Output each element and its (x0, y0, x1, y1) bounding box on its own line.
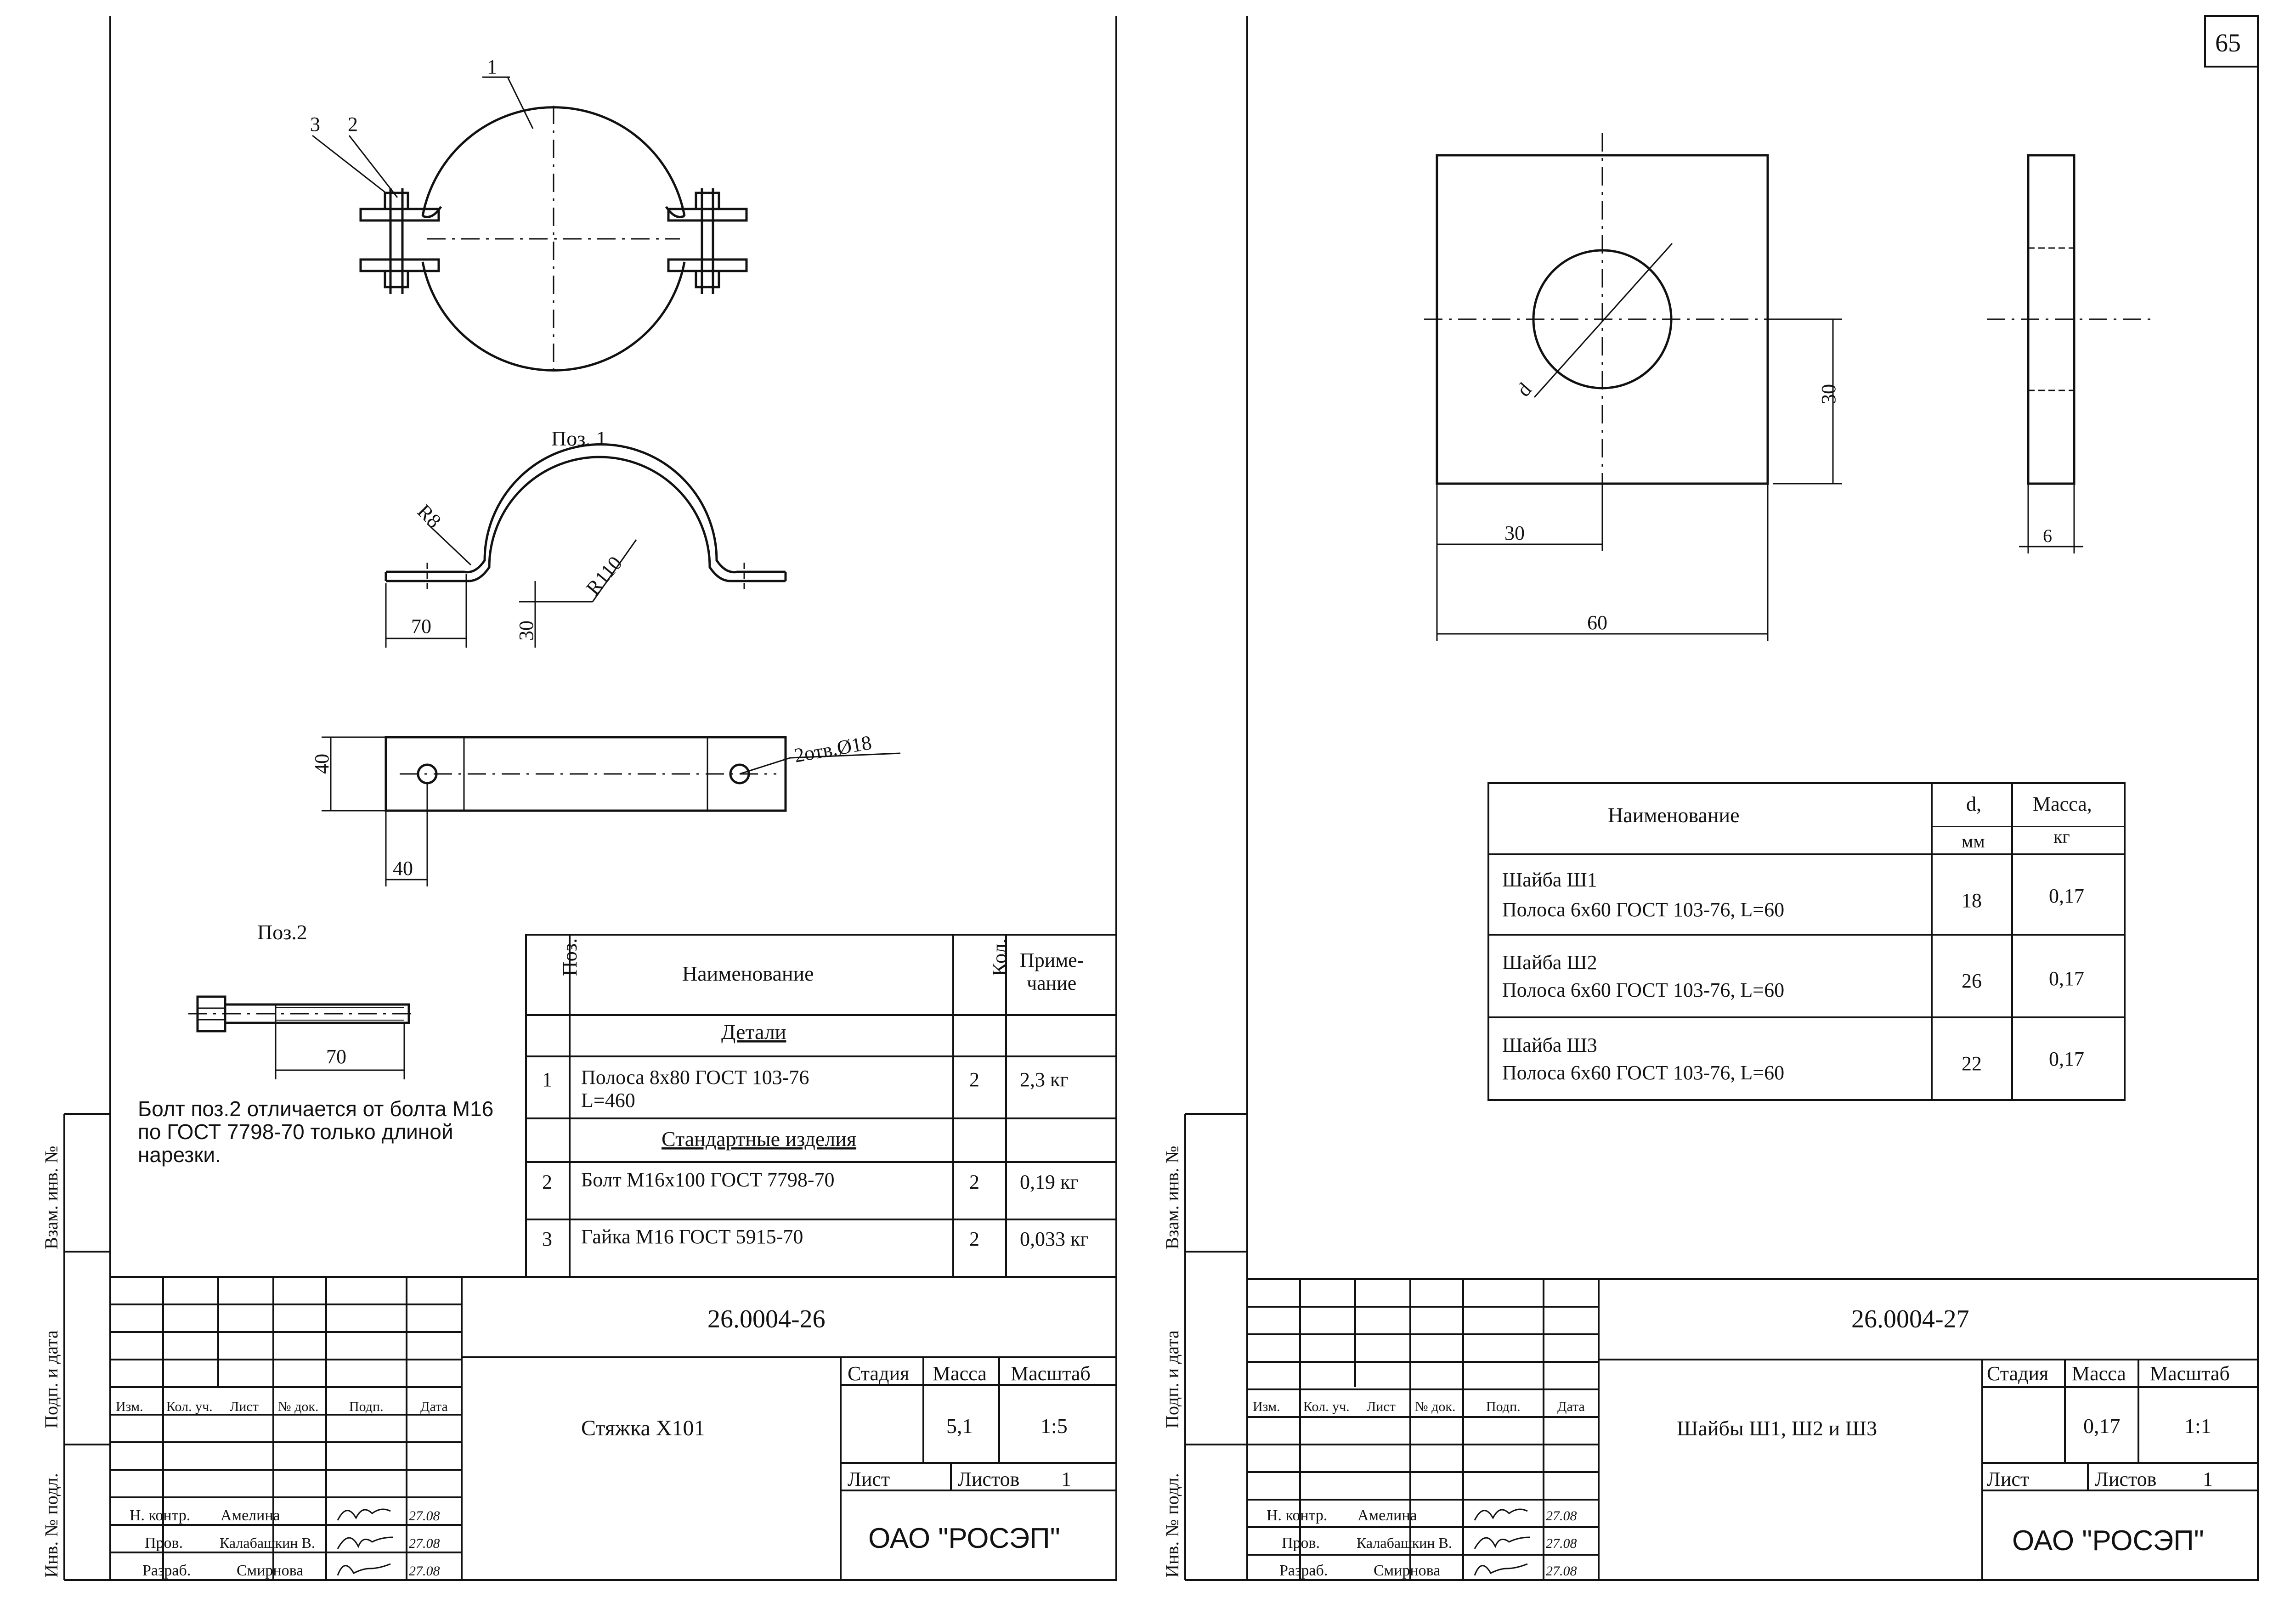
left-col-header-4: № док. (278, 1399, 319, 1414)
left-side-labels (41, 1146, 62, 1578)
wt-row-1-name: Шайба Ш1 (1502, 869, 1597, 891)
wt-row-2-name: Шайба Ш2 (1502, 951, 1597, 974)
right-sheets-label: Листов (2095, 1468, 2157, 1490)
left-role-1: Н. контр. (130, 1507, 191, 1524)
left-col-header-5: Подп. (349, 1399, 384, 1414)
right-col-header-4: № док. (1415, 1399, 1456, 1414)
right-col-header-3: Лист (1367, 1399, 1396, 1414)
dim-30-horizontal: 30 (1504, 522, 1525, 544)
left-col-header-1: Изм. (116, 1399, 143, 1414)
right-role-2-name: Калабашкин В. (1357, 1535, 1452, 1551)
right-side-labels (1162, 1146, 1182, 1578)
spec-header-qty: Кол. (988, 938, 1011, 976)
dim-r8: R8 (413, 500, 446, 533)
spec-row-3-name: Гайка М16 ГОСТ 5915-70 (581, 1225, 803, 1248)
right-mass-value: 0,17 (2083, 1414, 2121, 1438)
right-role-1-name: Амелина (1357, 1507, 1417, 1524)
wt-header-name: Наименование (1608, 803, 1740, 827)
right-side-label-2: Подп. и дата (1162, 1330, 1182, 1428)
right-doc-title: Шайбы Ш1, Ш2 и Ш3 (1677, 1416, 1878, 1440)
right-stage-label: Стадия (1987, 1362, 2049, 1385)
spec-row-3-qty: 2 (969, 1228, 979, 1250)
right-role-3-name: Смирнова (1374, 1562, 1441, 1579)
wt-row-3-mass: 0,17 (2049, 1048, 2084, 1070)
spec-row-3-note: 0,033 кг (1020, 1228, 1089, 1250)
dim-70-bolt: 70 (326, 1045, 346, 1068)
callout-1: 1 (487, 56, 497, 78)
wt-row-2-material: Полоса 6х60 ГОСТ 103-76, L=60 (1502, 979, 1785, 1001)
dim-6: 6 (2043, 525, 2052, 546)
right-organization: ОАО "РОСЭП" (2012, 1525, 2204, 1557)
right-col-header-2: Кол. уч. (1303, 1399, 1350, 1414)
right-sheets-value: 1 (2203, 1468, 2213, 1490)
right-role-2: Пров. (1282, 1535, 1320, 1552)
spec-header-note-2: чание (1027, 972, 1077, 994)
wt-header-d-unit: мм (1962, 831, 1985, 852)
left-sheets-value: 1 (1061, 1468, 1071, 1490)
left-mass-label: Масса (933, 1362, 987, 1385)
callout-3: 3 (310, 113, 320, 135)
left-col-header-3: Лист (230, 1399, 259, 1414)
page-number: 65 (2215, 29, 2241, 57)
right-role-1-date: 27.08 (1546, 1508, 1577, 1524)
dim-40-horizontal: 40 (393, 857, 413, 880)
dim-30-profile: 30 (515, 621, 537, 641)
left-role-3-name: Смирнова (237, 1562, 304, 1579)
spec-row-2-pos: 2 (542, 1171, 552, 1193)
spec-section-standard: Стандартные изделия (662, 1127, 857, 1151)
spec-header-note-1: Приме- (1020, 949, 1084, 971)
spec-row-1-qty: 2 (969, 1068, 979, 1091)
right-scale-label: Масштаб (2150, 1362, 2230, 1385)
right-col-header-1: Изм. (1253, 1399, 1280, 1414)
right-col-header-5: Подп. (1486, 1399, 1521, 1414)
spec-row-2-note: 0,19 кг (1020, 1171, 1079, 1193)
left-scale-value: 1:5 (1041, 1414, 1068, 1438)
left-col-header-2: Кол. уч. (166, 1399, 213, 1414)
left-role-3: Разраб. (142, 1562, 191, 1579)
wt-header-mass: Масса, (2033, 793, 2092, 815)
dim-d: d (1512, 378, 1536, 401)
left-role-3-date: 27.08 (409, 1563, 440, 1579)
wt-row-2-mass: 0,17 (2049, 967, 2084, 990)
spec-row-1-pos: 1 (542, 1068, 552, 1091)
left-role-2-date: 27.08 (409, 1536, 440, 1551)
spec-section-details: Детали (721, 1020, 786, 1044)
wt-header-mass-unit: кг (2053, 826, 2070, 847)
right-role-3: Разраб. (1279, 1562, 1328, 1579)
left-organization: ОАО "РОСЭП" (868, 1523, 1060, 1554)
right-role-2-date: 27.08 (1546, 1536, 1577, 1551)
right-mass-label: Масса (2072, 1362, 2126, 1385)
wt-row-3-d: 22 (1962, 1052, 1982, 1075)
note-line-2: по ГОСТ 7798-70 только длиной (138, 1120, 453, 1144)
wt-header-d: d, (1966, 793, 1981, 815)
spec-row-1-name: Полоса 8х80 ГОСТ 103-76 (581, 1066, 809, 1089)
spec-row-2-qty: 2 (969, 1171, 979, 1193)
left-stage-label: Стадия (848, 1362, 910, 1385)
spec-row-1-length: L=460 (581, 1089, 635, 1112)
left-role-2-name: Калабашкин В. (220, 1535, 315, 1551)
left-sheets-label: Листов (958, 1468, 1020, 1490)
right-sheet-label: Лист (1987, 1468, 2030, 1490)
dim-70-profile: 70 (411, 615, 431, 638)
dim-30-vertical: 30 (1817, 384, 1840, 404)
left-col-header-6: Дата (420, 1399, 448, 1414)
spec-row-3-pos: 3 (542, 1228, 552, 1250)
spec-header-name: Наименование (682, 962, 814, 985)
wt-row-2-d: 26 (1962, 970, 1982, 992)
dim-r110: R110 (582, 552, 627, 599)
wt-row-3-material: Полоса 6х60 ГОСТ 103-76, L=60 (1502, 1061, 1785, 1084)
dim-60: 60 (1587, 611, 1607, 634)
pos1-label: Поз. 1 (551, 427, 607, 450)
spec-row-2-name: Болт М16х100 ГОСТ 7798-70 (581, 1168, 835, 1191)
right-side-label-1: Взам. инв. № (1162, 1146, 1182, 1249)
pos2-label: Поз.2 (257, 920, 307, 944)
left-side-label-2: Подп. и дата (41, 1330, 62, 1428)
note-line-1: Болт поз.2 отличается от болта М16 (138, 1097, 494, 1121)
right-role-1: Н. контр. (1267, 1507, 1328, 1524)
left-role-2: Пров. (145, 1535, 183, 1552)
note-line-3: нарезки. (138, 1143, 221, 1167)
holes-spec: 2отв.Ø18 (792, 731, 874, 767)
left-sheet-label: Лист (848, 1468, 890, 1490)
left-doc-title: Стяжка Х101 (581, 1416, 705, 1440)
spec-row-1-note: 2,3 кг (1020, 1068, 1069, 1091)
wt-row-3-name: Шайба Ш3 (1502, 1034, 1597, 1056)
right-side-label-3: Инв. № подл. (1162, 1473, 1182, 1578)
left-side-label-1: Взам. инв. № (41, 1146, 62, 1249)
wt-row-1-material: Полоса 6х60 ГОСТ 103-76, L=60 (1502, 898, 1785, 921)
wt-row-1-d: 18 (1962, 889, 1982, 912)
right-col-header-6: Дата (1557, 1399, 1585, 1414)
right-scale-value: 1:1 (2184, 1414, 2211, 1438)
left-doc-number: 26.0004-26 (707, 1305, 826, 1333)
left-scale-label: Масштаб (1011, 1362, 1091, 1385)
right-role-3-date: 27.08 (1546, 1563, 1577, 1579)
left-role-1-name: Амелина (221, 1507, 280, 1524)
right-doc-number: 26.0004-27 (1851, 1305, 1969, 1333)
wt-row-1-mass: 0,17 (2049, 885, 2084, 907)
left-side-label-3: Инв. № подл. (41, 1473, 62, 1578)
left-role-1-date: 27.08 (409, 1508, 440, 1524)
left-mass-value: 5,1 (946, 1414, 973, 1438)
callout-2: 2 (348, 113, 358, 135)
dim-40-vertical: 40 (311, 754, 333, 774)
spec-header-pos: Поз. (559, 938, 581, 976)
